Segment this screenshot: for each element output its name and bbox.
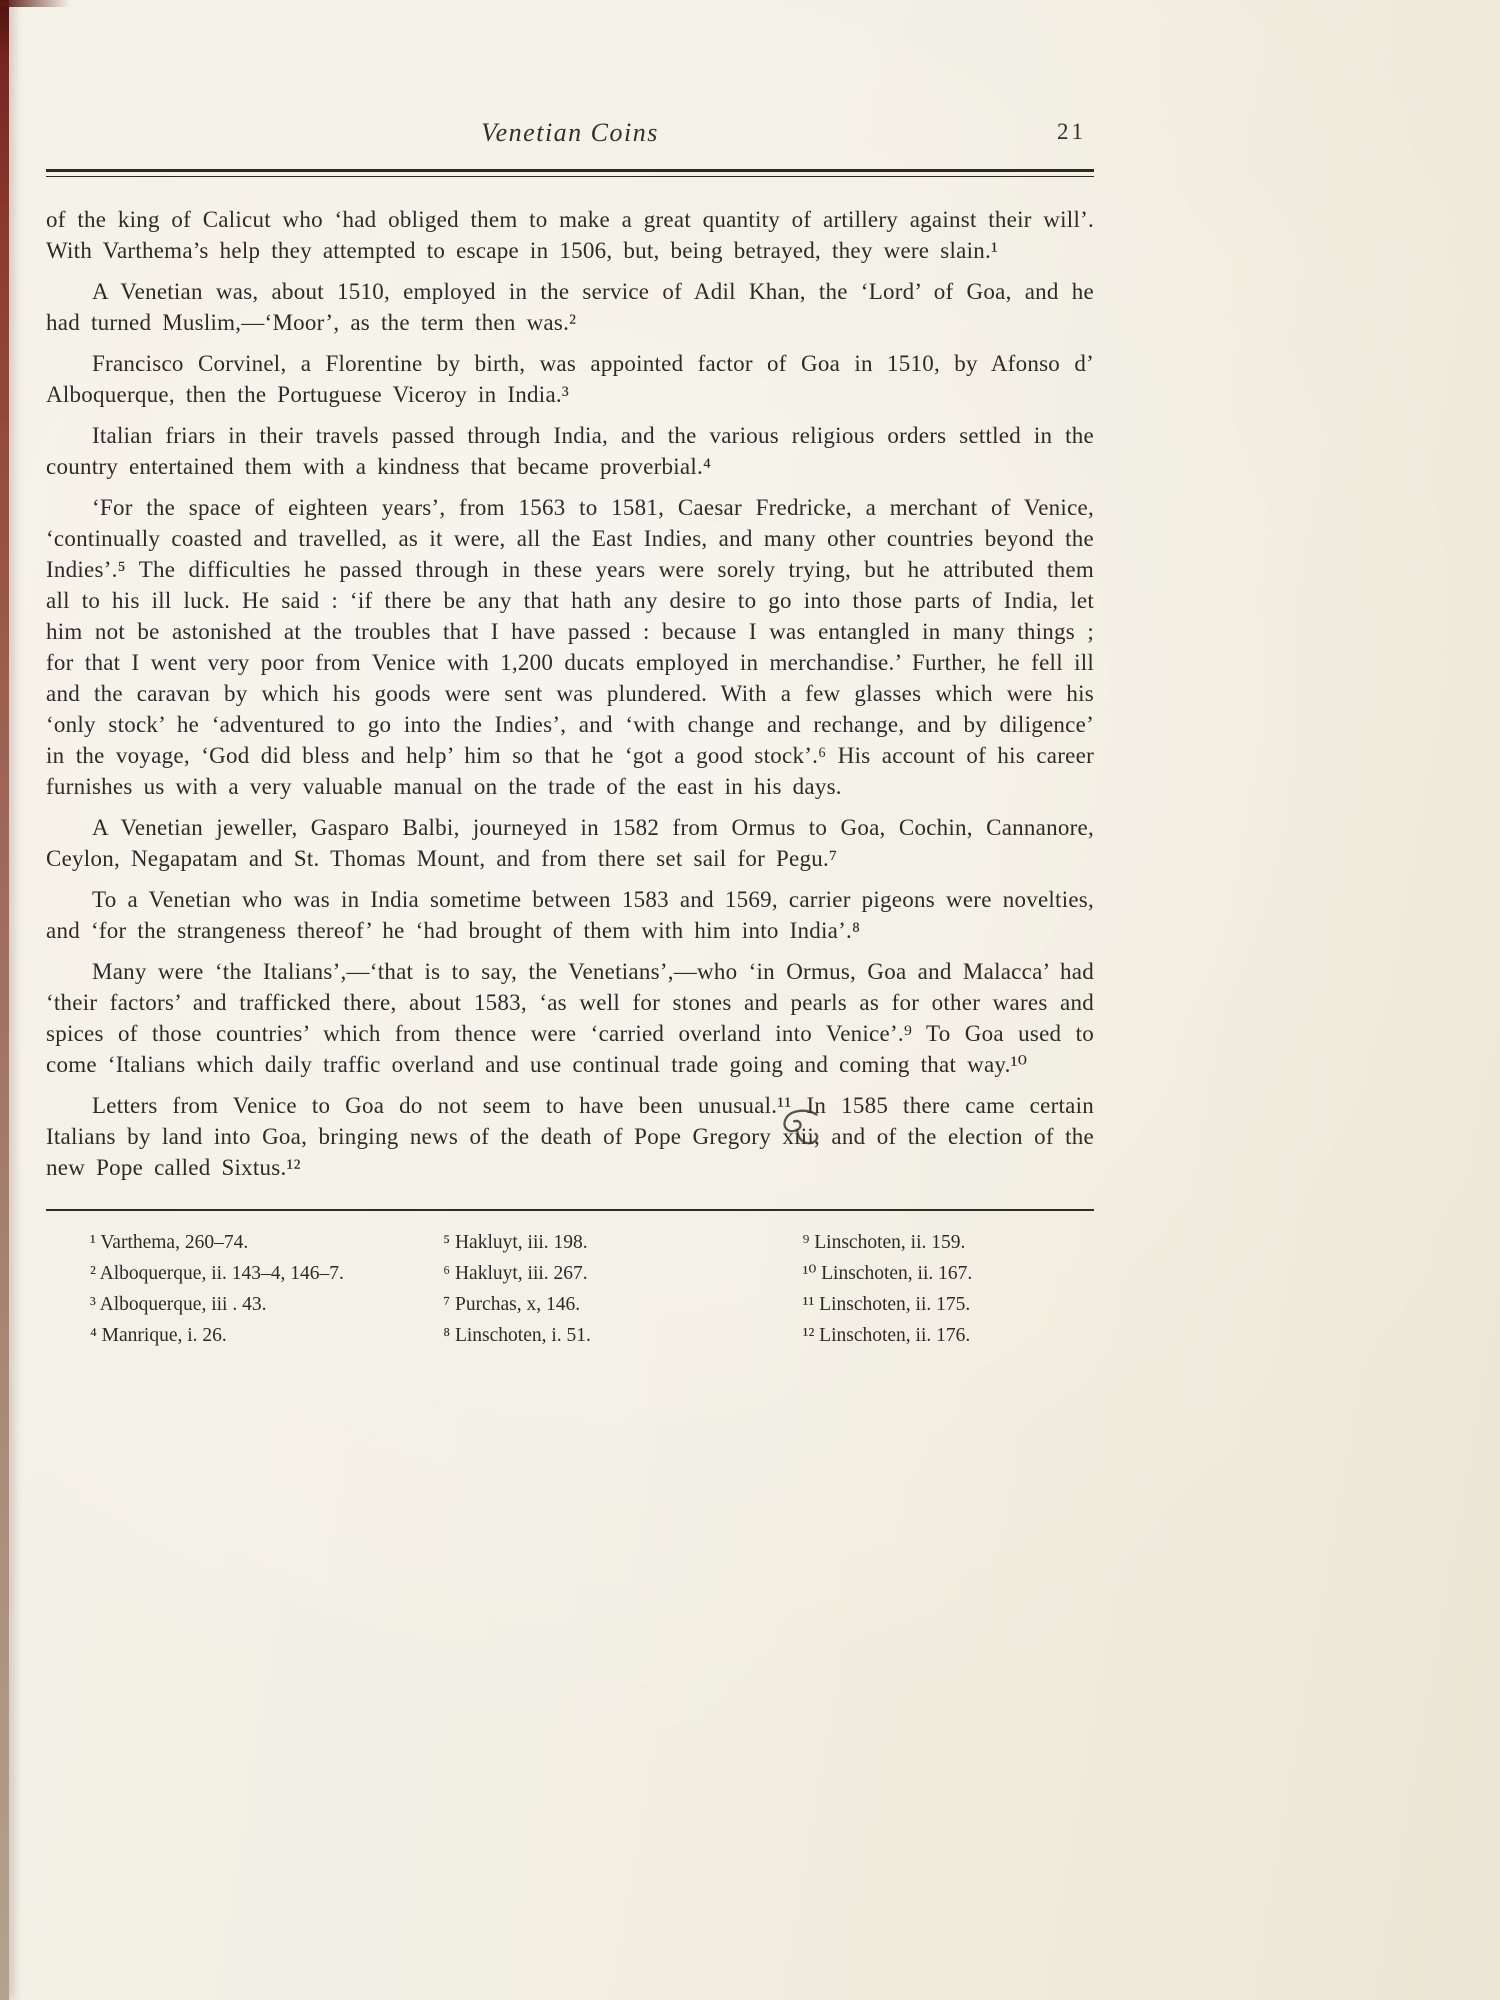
page-title: Venetian Coins — [481, 118, 659, 147]
paragraph: ‘For the space of eighteen years’, from 1563 to 1581, Caesar Fredricke, a merchant of Venice, ‘continually coasted and travelled, as it were, all the East Indies, and many other countries beyond the Indies’.⁵ The difficulties he passed through in these years were sorely trying, but he attributed them all to his ill luck. He said : ‘if there be any that hath any desire to go into those parts of India, let him not be astonished at the troubles that I have passed : because I was entangled in many things ; for that I went very poor from Venice with 1,200 ducats employed in merchandise.’ Further, he fell ill and the caravan by which his goods were sent was plundered. With a few glasses which were his ‘only stock’ he ‘adventured to go into the Indies’, and ‘with change and rechange, and by diligence’ in the voyage, ‘God did bless and help’ him so that he ‘got a good stock’.⁶ His account of his career furnishes us with a very valuable manual on the trade of the east in his days. — [46, 495, 1094, 799]
paragraph: Many were ‘the Italians’,—‘that is to say, the Venetians’,—who ‘in Ormus, Goa and Malacca’ had ‘their factors’ and trafficked there, about 1583, ‘as well for stones and pearls as for other wares and spices of those countries’ which from thence were ‘carried overland into Venice’.⁹ To Goa used to come ‘Italians which daily traffic overland and use continual trade going and coming that way.¹⁰ — [46, 959, 1094, 1077]
body-text — [46, 204, 1094, 1183]
footnote: ⁶ Hakluyt, iii. 267. — [443, 1263, 588, 1284]
page-number: 21 — [1057, 119, 1086, 144]
footnote-column — [395, 1227, 744, 1351]
footnote: ⁴ Manrique, i. 26. — [90, 1325, 227, 1346]
footnote: ¹¹ Linschoten, ii. 175. — [802, 1294, 971, 1315]
paragraph: Francisco Corvinel, a Florentine by birth, was appointed factor of Goa in 1510, by Afonso d’ Alboquerque, then the Portuguese Viceroy in India.³ — [46, 351, 1094, 407]
footnote: ⁹ Linschoten, ii. 159. — [802, 1232, 966, 1253]
paragraph: Letters from Venice to Goa do not seem to have been unusual.¹¹ In 1585 there came certain Italians by land into Goa, bringing news of the death of Pope Gregory xiii, and of the election of the new Pope called Sixtus.¹² — [46, 1093, 1094, 1180]
paragraph: A Venetian jeweller, Gasparo Balbi, journeyed in 1582 from Ormus to Goa, Cochin, Cannanore, Ceylon, Negapatam and St. Thomas Mount, and from there set sail for Pegu.⁷ — [46, 815, 1094, 871]
footnote: ⁵ Hakluyt, iii. 198. — [443, 1232, 588, 1253]
header-rule-thin — [46, 176, 1094, 177]
footnotes — [46, 1209, 1094, 1351]
footnote: ⁷ Purchas, x, 146. — [443, 1294, 581, 1315]
book-edge-top — [0, 0, 70, 7]
book-edge-left — [0, 0, 9, 2000]
paragraph: A Venetian was, about 1510, employed in the service of Adil Khan, the ‘Lord’ of Goa, and he had turned Muslim,—‘Moor’, as the term then was.² — [46, 279, 1094, 335]
footnote: ³ Alboquerque, iii . 43. — [90, 1294, 267, 1315]
footnote: ¹⁰ Linschoten, ii. 167. — [802, 1263, 973, 1284]
header-rule-thick — [46, 169, 1094, 172]
paragraph: To a Venetian who was in India sometime between 1583 and 1569, carrier pigeons were novelties, and ‘for the strangeness thereof’ he ‘had brought of them with him into India’.⁸ — [46, 887, 1094, 943]
handwritten-pen-mark-icon — [772, 1106, 830, 1152]
paragraph: of the king of Calicut who ‘had obliged them to make a great quantity of artillery against their will’. With Varthema’s help they attempted to escape in 1506, but, being betrayed, they were slain.¹ — [46, 207, 1094, 263]
page-content — [46, 118, 1094, 1351]
footnote-column — [745, 1227, 1094, 1351]
running-header — [46, 118, 1094, 154]
footnote-rule — [46, 1209, 1094, 1211]
paragraph: Italian friars in their travels passed through India, and the various religious orders settled in the country entertained them with a kindness that became proverbial.⁴ — [46, 423, 1094, 479]
header-rule — [46, 169, 1094, 177]
footnote: ¹² Linschoten, ii. 176. — [802, 1325, 971, 1346]
footnote: ² Alboquerque, ii. 143–4, 146–7. — [90, 1263, 344, 1284]
footnote: ¹ Varthema, 260–74. — [90, 1232, 249, 1253]
footnote: ⁸ Linschoten, i. 51. — [443, 1325, 591, 1346]
footnote-columns — [46, 1227, 1094, 1351]
footnote-column — [46, 1227, 395, 1351]
